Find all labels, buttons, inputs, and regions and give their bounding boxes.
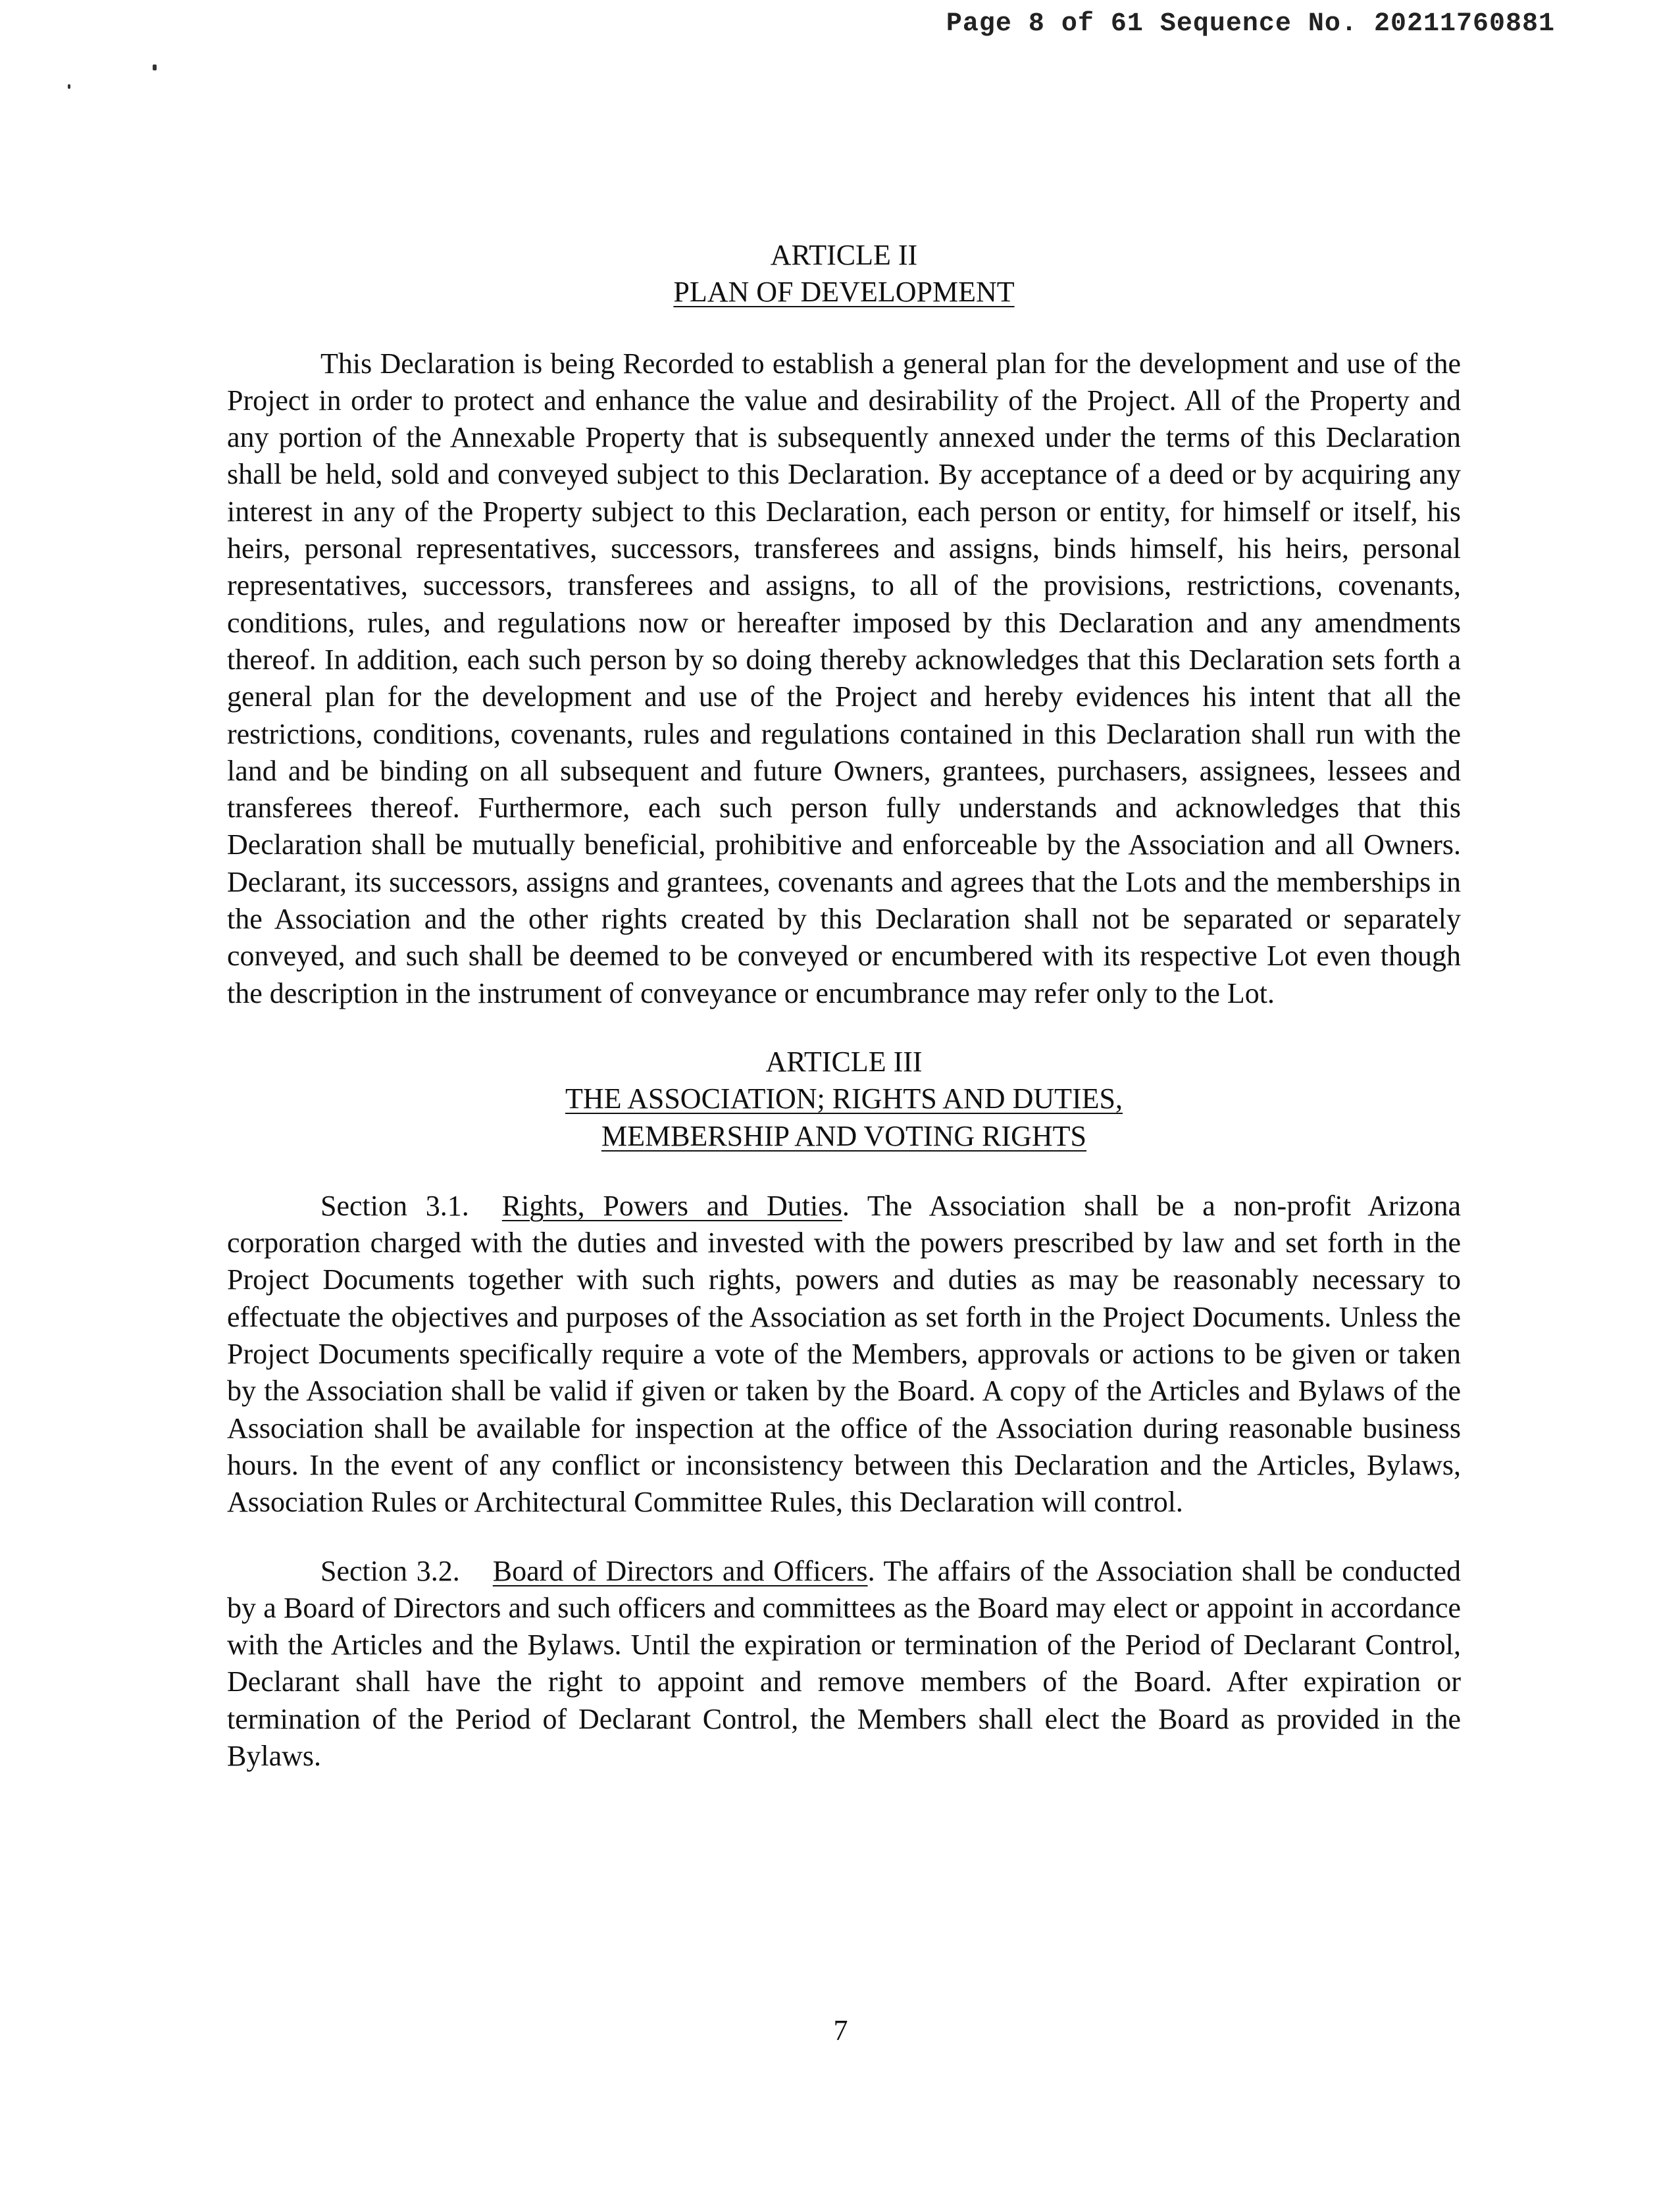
page-number: 7 [833,2014,848,2046]
article-2-number: ARTICLE II [770,239,918,271]
recording-stamp: Page 8 of 61 Sequence No. 20211760881 [946,9,1555,39]
scan-speck [68,84,70,89]
section-3-1-paragraph [227,1188,1461,1521]
section-3-2-paragraph [227,1553,1461,1775]
section-3-1-body: . The Association shall be a non-profit Arizona corporation charged with the duties and invested with the powers prescribed by law and set forth in the Project Documents together with such rights, powers and duties as may be reasonably necessary to effectuate the objectives and purposes of the Association as set forth in the Project Documents. Unless the Project Documents specifically require a vote of the Members, approvals or actions to be given or taken by the Association shall be valid if given or taken by the Board. A copy of the Articles and Bylaws of the Association shall be available for inspection at the office of the Association during reasonable business hours. In the event of any conflict or inconsistency between this Declaration and the Articles, Bylaws, Association Rules or Architectural Committee Rules, this Declaration will control. [227,1189,1461,1519]
document-body [227,237,1461,1775]
article-2-paragraph: This Declaration is being Recorded to establish a general plan for the development and use of the Project in order to protect and enhance the value and desirability of the Project. All of the Property and any portion of the Annexable Property that is subsequently annexed under the terms of this Declaration shall be held, sold and conveyed subject to this Declaration. By acceptance of a deed or by acquiring any interest in any of the Property subject to this Declaration, each person or entity, for himself or itself, his heirs, personal representatives, successors, transferees and assigns, binds himself, his heirs, personal representatives, successors, transferees and assigns, to all of the provisions, restrictions, covenants, conditions, rules, and regulations now or hereafter imposed by this Declaration and any amendments thereof. In addition, each such person by so doing thereby acknowledges that this Declaration sets forth a general plan for the development and use of the Project and hereby evidences his intent that all the restrictions, conditions, covenants, rules and regulations contained in this Declaration shall run with the land and be binding on all subsequent and future Owners, grantees, purchasers, assignees, lessees and transferees thereof. Furthermore, each such person fully understands and acknowledges that this Declaration shall be mutually beneficial, prohibitive and enforceable by the Association and all Owners. Declarant, its successors, assigns and grantees, covenants and agrees that the Lots and the memberships in the Association and the other rights created by this Declaration shall not be separated or separately conveyed, and such shall be deemed to be conveyed or encumbered with its respective Lot even though the description in the instrument of conveyance or encumbrance may refer only to the Lot. [227,347,1461,1009]
section-3-2-body: . The affairs of the Association shall be conducted by a Board of Directors and such officers and committees as the Board may elect or appoint in accordance with the Articles and the Bylaws. Until the expiration or termination of the Period of Declarant Control, Declarant shall have the right to appoint and remove members of the Board. After expiration or termination of the Period of Declarant Control, the Members shall elect the Board as provided in the Bylaws. [227,1554,1462,1772]
section-3-1-title: Rights, Powers and Duties [501,1189,842,1222]
section-3-1-label: Section 3.1. [320,1189,469,1222]
article-2-title: PLAN OF DEVELOPMENT [673,276,1015,309]
article-3-title-line-1: THE ASSOCIATION; RIGHTS AND DUTIES, [565,1082,1123,1115]
article-3-title-line-2: MEMBERSHIP AND VOTING RIGHTS [601,1119,1087,1152]
article-3-number: ARTICLE III [765,1045,923,1078]
section-3-2-label: Section 3.2. [320,1554,460,1587]
section-3-2-title: Board of Directors and Officers [492,1554,868,1587]
scan-speck [153,64,157,70]
